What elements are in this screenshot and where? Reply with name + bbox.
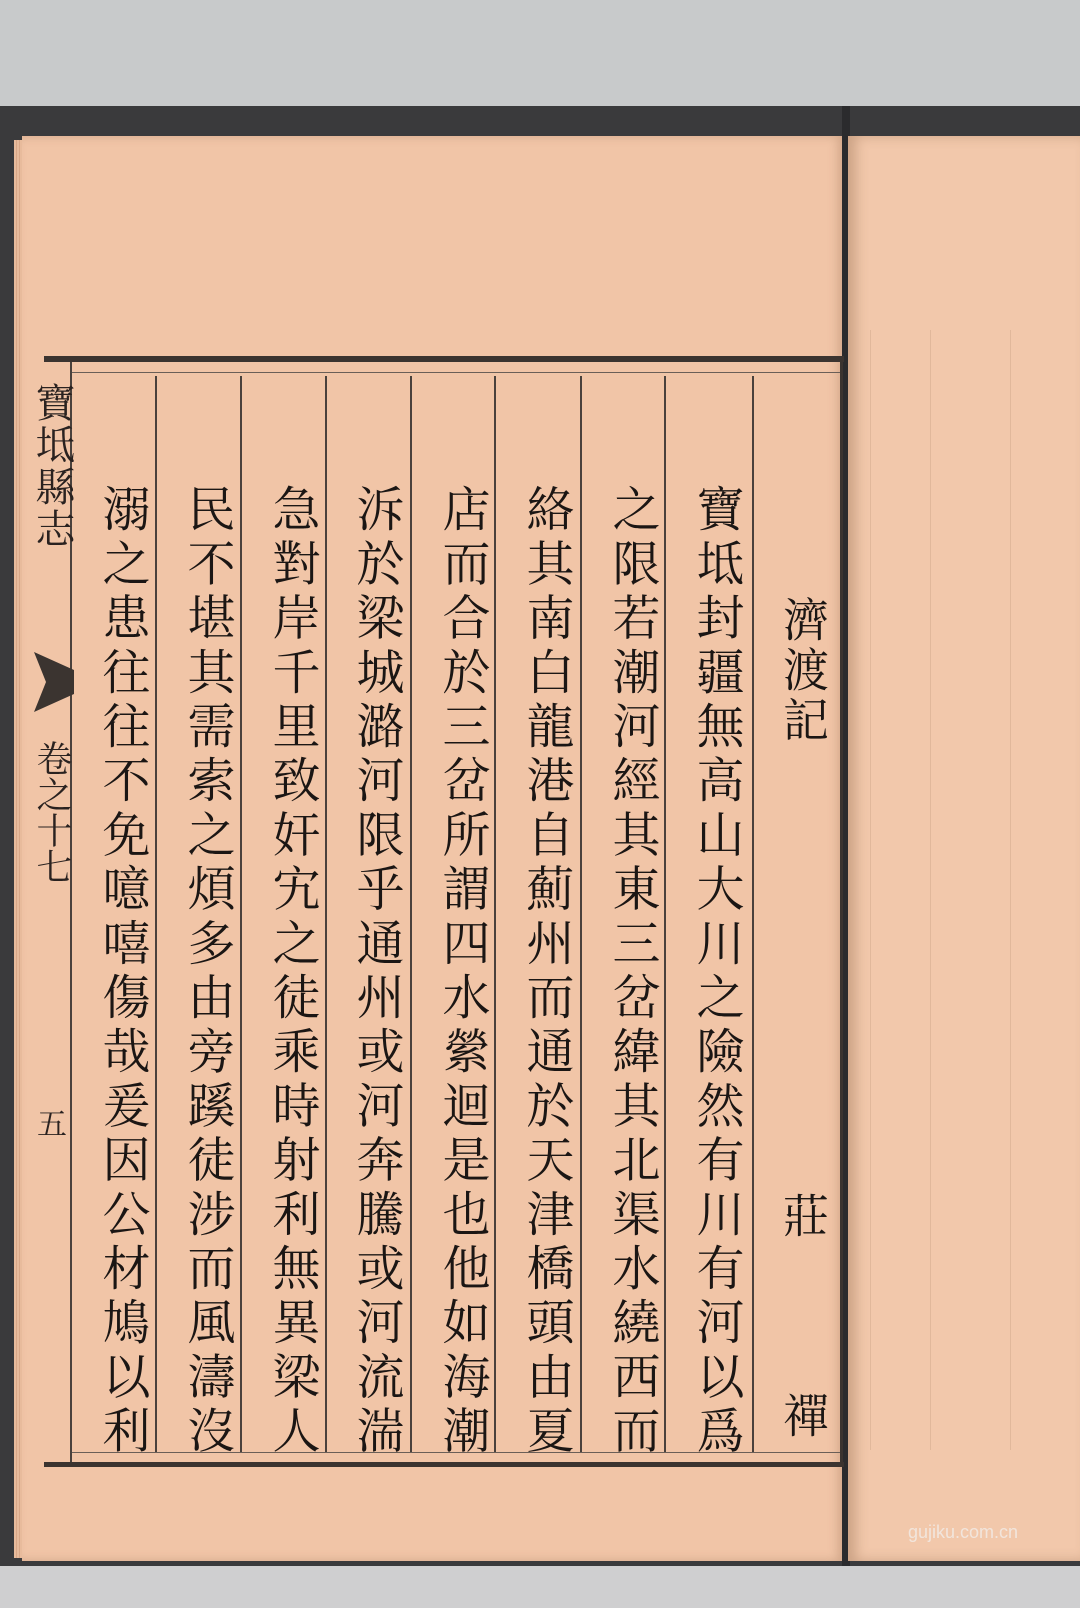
- top-margin: [0, 0, 1080, 106]
- bottom-margin: [0, 1566, 1080, 1608]
- side-page-number: 五: [31, 1108, 66, 1138]
- text-column-5: 泝於梁城潞河限乎通州或河奔騰或河流湍: [348, 484, 404, 1460]
- article-title: 濟渡記: [776, 596, 830, 746]
- side-book-title: 寶坻縣志: [29, 382, 75, 550]
- column-divider: [155, 376, 157, 1452]
- frame-inner-top: [72, 372, 840, 373]
- ghost-column-line: [870, 330, 871, 1450]
- right-page: [848, 136, 1080, 1561]
- site-watermark: gujiku.com.cn: [908, 1522, 1019, 1542]
- frame-top-border: [44, 356, 844, 362]
- text-column-6: 急對岸千里致奸宄之徒乘時射利無異梁人: [264, 484, 320, 1460]
- column-divider: [752, 376, 754, 1452]
- text-column-3: 絡其南白龍港自薊州而通於天津橋頭由夏: [518, 484, 574, 1460]
- text-column-1: 寶坻封疆無高山大川之險然有川有河以爲: [688, 484, 744, 1460]
- column-divider: [240, 376, 242, 1452]
- frame-bottom-border: [44, 1462, 844, 1467]
- column-divider: [325, 376, 327, 1452]
- ghost-column-line: [1010, 330, 1011, 1450]
- column-divider: [580, 376, 582, 1452]
- column-divider: [494, 376, 496, 1452]
- frame-right-border: [840, 356, 843, 1467]
- side-chapter-label: 卷之十七: [31, 740, 72, 884]
- column-divider: [664, 376, 666, 1452]
- text-column-2: 之限若潮河經其東三岔緯其北渠水繞西而: [604, 484, 660, 1460]
- article-author: 莊 禪: [776, 1192, 830, 1488]
- ghost-column-line: [930, 330, 931, 1450]
- column-divider: [410, 376, 412, 1452]
- text-column-4: 店而合於三岔所謂四水縈迴是也他如海潮: [434, 484, 490, 1460]
- text-column-7: 民不堪其需索之煩多由旁蹊徒涉而風濤沒: [179, 484, 235, 1460]
- text-column-8: 溺之患往往不免噫嘻傷哉爰因公材鳩以利: [94, 484, 150, 1460]
